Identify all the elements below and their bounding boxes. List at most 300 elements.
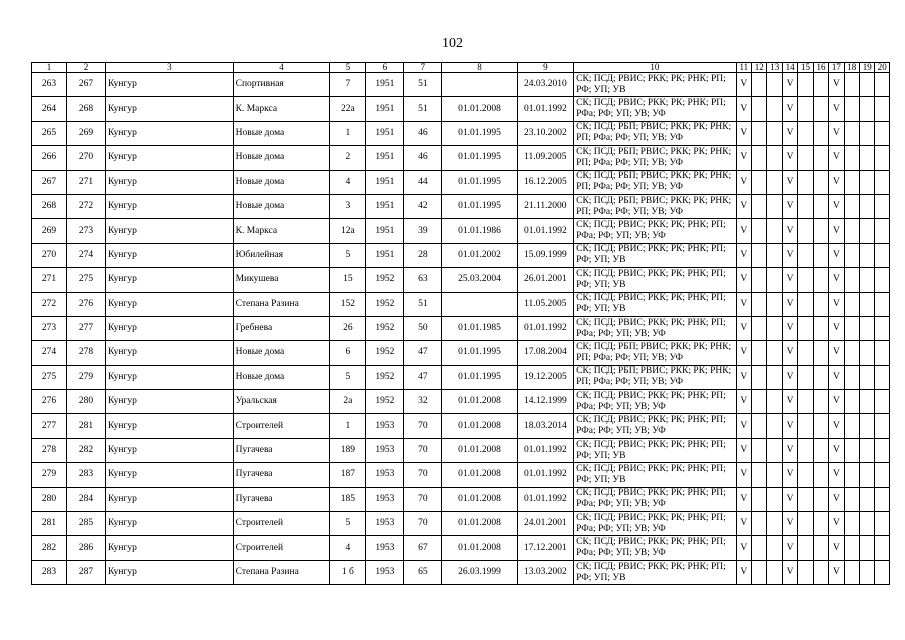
check-mark-cell: V — [829, 390, 844, 414]
check-mark-cell — [860, 341, 875, 365]
check-mark-cell: V — [782, 463, 797, 487]
table-row — [32, 341, 890, 365]
check-mark-cell: V — [782, 243, 797, 267]
check-mark-cell — [798, 487, 813, 511]
check-mark-cell — [860, 316, 875, 340]
table-cell: 282 — [32, 536, 67, 560]
check-mark-cell — [860, 536, 875, 560]
table-cell: 187 — [330, 463, 366, 487]
table-cell: Микушева — [233, 268, 330, 292]
check-mark-cell — [767, 560, 782, 584]
table-row — [32, 73, 890, 97]
check-mark-cell — [875, 560, 890, 584]
check-mark-cell: V — [736, 536, 751, 560]
table-cell: 44 — [404, 170, 442, 194]
check-mark-cell — [875, 194, 890, 218]
table-cell: 1952 — [366, 268, 404, 292]
table-cell: 01.01.1985 — [442, 316, 517, 340]
check-mark-cell — [844, 390, 859, 414]
table-cell: К. Маркса — [233, 97, 330, 121]
check-mark-cell — [752, 390, 767, 414]
table-cell: 1953 — [366, 487, 404, 511]
table-cell: 46 — [404, 121, 442, 145]
table-cell: Кунгур — [106, 487, 234, 511]
check-mark-cell: V — [829, 170, 844, 194]
table-cell: 21.11.2000 — [517, 194, 574, 218]
check-mark-cell: V — [736, 268, 751, 292]
table-cell: 1953 — [366, 536, 404, 560]
check-mark-cell — [844, 512, 859, 536]
column-header-13: 13 — [767, 63, 782, 73]
check-mark-cell — [767, 438, 782, 462]
cell-docs: СК; ПСД; РВИС; РКК; РК; РНК; РП; РФ; УП; УВ — [574, 438, 737, 462]
table-cell: 1951 — [366, 170, 404, 194]
table-cell: 01.01.2008 — [442, 512, 517, 536]
check-mark-cell — [752, 341, 767, 365]
table-cell: 32 — [404, 390, 442, 414]
table-cell: 2а — [330, 390, 366, 414]
table-row — [32, 536, 890, 560]
check-mark-cell: V — [829, 414, 844, 438]
check-mark-cell — [813, 268, 828, 292]
check-mark-cell — [844, 365, 859, 389]
table-cell: 3 — [330, 194, 366, 218]
table-cell: 4 — [330, 170, 366, 194]
check-mark-cell — [860, 487, 875, 511]
check-mark-cell — [860, 97, 875, 121]
check-mark-cell — [844, 341, 859, 365]
check-mark-cell: V — [736, 316, 751, 340]
check-mark-cell: V — [736, 487, 751, 511]
table-cell: 24.03.2010 — [517, 73, 574, 97]
check-mark-cell — [844, 316, 859, 340]
table-cell: 268 — [32, 194, 67, 218]
table-cell: 265 — [32, 121, 67, 145]
check-mark-cell — [752, 536, 767, 560]
column-header-12: 12 — [752, 63, 767, 73]
cell-docs: СК; ПСД; РВИС; РКК; РК; РНК; РП; РФа; РФ; УП; УВ; УФ — [574, 219, 737, 243]
check-mark-cell — [875, 414, 890, 438]
check-mark-cell — [875, 146, 890, 170]
column-header-15: 15 — [798, 63, 813, 73]
table-cell: Гребнева — [233, 316, 330, 340]
table-cell: Кунгур — [106, 536, 234, 560]
table-cell: Строителей — [233, 414, 330, 438]
check-mark-cell — [798, 438, 813, 462]
check-mark-cell — [875, 536, 890, 560]
table-cell: Кунгур — [106, 170, 234, 194]
table-cell: 51 — [404, 97, 442, 121]
table-cell: 264 — [32, 97, 67, 121]
table-cell: Кунгур — [106, 438, 234, 462]
table-cell: 01.01.1992 — [517, 438, 574, 462]
table-cell: 272 — [66, 194, 105, 218]
table-cell: 286 — [66, 536, 105, 560]
check-mark-cell — [875, 170, 890, 194]
cell-docs: СК; ПСД; РВИС; РКК; РК; РНК; РП; РФ; УП; УВ — [574, 292, 737, 316]
check-mark-cell — [767, 365, 782, 389]
table-cell: Кунгур — [106, 292, 234, 316]
table-cell: 6 — [330, 341, 366, 365]
table-cell: 277 — [66, 316, 105, 340]
table-cell: 1953 — [366, 560, 404, 584]
table-cell: Пугачева — [233, 438, 330, 462]
table-cell: 70 — [404, 438, 442, 462]
column-header-6: 6 — [366, 63, 404, 73]
check-mark-cell — [798, 121, 813, 145]
check-mark-cell — [875, 463, 890, 487]
check-mark-cell — [813, 341, 828, 365]
page-number: 102 — [442, 36, 463, 51]
check-mark-cell — [767, 463, 782, 487]
check-mark-cell: V — [829, 512, 844, 536]
check-mark-cell — [798, 463, 813, 487]
check-mark-cell — [860, 512, 875, 536]
check-mark-cell — [798, 512, 813, 536]
check-mark-cell — [860, 146, 875, 170]
table-cell: 276 — [32, 390, 67, 414]
check-mark-cell — [813, 73, 828, 97]
check-mark-cell — [875, 390, 890, 414]
table-cell: 1952 — [366, 341, 404, 365]
cell-docs: СК; ПСД; РВИС; РКК; РК; РНК; РП; РФа; РФ; УП; УВ; УФ — [574, 512, 737, 536]
check-mark-cell — [875, 73, 890, 97]
table-cell: 269 — [66, 121, 105, 145]
check-mark-cell: V — [736, 341, 751, 365]
check-mark-cell — [752, 438, 767, 462]
check-mark-cell: V — [736, 390, 751, 414]
table-cell: 01.01.1995 — [442, 170, 517, 194]
table-cell: 01.01.1992 — [517, 463, 574, 487]
table-cell: 271 — [66, 170, 105, 194]
table-cell: Спортивная — [233, 73, 330, 97]
table-cell: Юбилейная — [233, 243, 330, 267]
check-mark-cell — [875, 268, 890, 292]
table-row — [32, 390, 890, 414]
table-cell: Строителей — [233, 536, 330, 560]
table-cell: Степана Разина — [233, 560, 330, 584]
table-cell: Кунгур — [106, 146, 234, 170]
table-cell: 01.01.1995 — [442, 146, 517, 170]
column-header-2: 2 — [66, 63, 105, 73]
table-cell: 1951 — [366, 194, 404, 218]
table-cell: 01.01.1995 — [442, 121, 517, 145]
table-cell: 1 — [330, 121, 366, 145]
check-mark-cell — [813, 97, 828, 121]
check-mark-cell — [798, 97, 813, 121]
check-mark-cell — [767, 268, 782, 292]
column-header-14: 14 — [782, 63, 797, 73]
check-mark-cell: V — [736, 560, 751, 584]
table-row — [32, 243, 890, 267]
cell-docs: СК; ПСД; РВИС; РКК; РК; РНК; РП; РФ; УП; УВ — [574, 560, 737, 584]
check-mark-cell: V — [782, 121, 797, 145]
check-mark-cell — [767, 292, 782, 316]
check-mark-cell — [875, 341, 890, 365]
check-mark-cell — [875, 438, 890, 462]
check-mark-cell — [860, 268, 875, 292]
table-cell: 273 — [66, 219, 105, 243]
table-cell: Кунгур — [106, 341, 234, 365]
check-mark-cell — [798, 560, 813, 584]
check-mark-cell: V — [829, 316, 844, 340]
check-mark-cell — [813, 414, 828, 438]
table-cell: 01.01.2008 — [442, 390, 517, 414]
check-mark-cell: V — [782, 438, 797, 462]
check-mark-cell: V — [782, 194, 797, 218]
table-cell: 1951 — [366, 121, 404, 145]
check-mark-cell — [875, 316, 890, 340]
check-mark-cell: V — [782, 560, 797, 584]
table-cell: 281 — [66, 414, 105, 438]
table-cell: 266 — [32, 146, 67, 170]
check-mark-cell — [813, 170, 828, 194]
check-mark-cell — [752, 97, 767, 121]
cell-docs: СК; ПСД; РВИС; РКК; РК; РНК; РП; РФа; РФ; УП; УВ; УФ — [574, 536, 737, 560]
check-mark-cell: V — [736, 219, 751, 243]
check-mark-cell — [813, 219, 828, 243]
table-cell: 51 — [404, 73, 442, 97]
check-mark-cell — [767, 341, 782, 365]
check-mark-cell: V — [829, 536, 844, 560]
check-mark-cell: V — [736, 243, 751, 267]
table-cell: 280 — [66, 390, 105, 414]
table-cell: 269 — [32, 219, 67, 243]
check-mark-cell: V — [736, 414, 751, 438]
check-mark-cell — [752, 487, 767, 511]
check-mark-cell — [767, 170, 782, 194]
check-mark-cell: V — [736, 438, 751, 462]
table-cell: 279 — [32, 463, 67, 487]
table-cell: 46 — [404, 146, 442, 170]
check-mark-cell — [875, 121, 890, 145]
table-cell: 1 — [330, 414, 366, 438]
table-cell: 01.01.2008 — [442, 438, 517, 462]
check-mark-cell — [875, 219, 890, 243]
check-mark-cell: V — [829, 73, 844, 97]
check-mark-cell — [752, 243, 767, 267]
table-cell: Строителей — [233, 512, 330, 536]
table-cell: 272 — [32, 292, 67, 316]
table-cell: 15.09.1999 — [517, 243, 574, 267]
table-cell: 275 — [32, 365, 67, 389]
check-mark-cell — [767, 243, 782, 267]
table-cell: 01.01.1992 — [517, 97, 574, 121]
check-mark-cell: V — [829, 219, 844, 243]
check-mark-cell — [767, 536, 782, 560]
column-header-17: 17 — [829, 63, 844, 73]
check-mark-cell — [798, 146, 813, 170]
check-mark-cell: V — [782, 170, 797, 194]
cell-docs: СК; ПСД; РБП; РВИС; РКК; РК; РНК; РП; РФа; РФ; УП; УВ; УФ — [574, 194, 737, 218]
check-mark-cell — [860, 390, 875, 414]
table-cell: 63 — [404, 268, 442, 292]
check-mark-cell: V — [782, 341, 797, 365]
cell-docs: СК; ПСД; РВИС; РКК; РК; РНК; РП; РФа; РФ; УП; УВ; УФ — [574, 487, 737, 511]
check-mark-cell — [752, 560, 767, 584]
check-mark-cell — [813, 316, 828, 340]
table-cell: 282 — [66, 438, 105, 462]
column-header-11: 11 — [736, 63, 751, 73]
table-cell: Кунгур — [106, 414, 234, 438]
check-mark-cell — [844, 97, 859, 121]
check-mark-cell — [844, 536, 859, 560]
table-cell: 1953 — [366, 463, 404, 487]
check-mark-cell: V — [829, 97, 844, 121]
check-mark-cell — [767, 146, 782, 170]
check-mark-cell — [813, 390, 828, 414]
table-cell: 4 — [330, 536, 366, 560]
check-mark-cell: V — [736, 292, 751, 316]
table-body — [32, 73, 890, 585]
column-header-3: 3 — [106, 63, 234, 73]
check-mark-cell — [798, 365, 813, 389]
table-cell: 26 — [330, 316, 366, 340]
check-mark-cell — [860, 73, 875, 97]
check-mark-cell — [798, 316, 813, 340]
table-row — [32, 512, 890, 536]
table-cell: 1952 — [366, 365, 404, 389]
table-cell: 280 — [32, 487, 67, 511]
check-mark-cell — [752, 194, 767, 218]
check-mark-cell — [875, 512, 890, 536]
table-cell: Кунгур — [106, 390, 234, 414]
table-cell: 287 — [66, 560, 105, 584]
table-row — [32, 219, 890, 243]
check-mark-cell: V — [829, 121, 844, 145]
check-mark-cell: V — [782, 316, 797, 340]
table-cell: 5 — [330, 512, 366, 536]
table-cell: 67 — [404, 536, 442, 560]
table-cell: 19.12.2005 — [517, 365, 574, 389]
check-mark-cell — [752, 512, 767, 536]
table-row — [32, 121, 890, 145]
check-mark-cell — [767, 73, 782, 97]
check-mark-cell — [752, 463, 767, 487]
check-mark-cell — [767, 390, 782, 414]
check-mark-cell — [752, 316, 767, 340]
check-mark-cell: V — [782, 365, 797, 389]
check-mark-cell — [860, 463, 875, 487]
table-cell: Новые дома — [233, 170, 330, 194]
check-mark-cell — [875, 243, 890, 267]
table-cell: 1952 — [366, 390, 404, 414]
table-row — [32, 560, 890, 584]
check-mark-cell: V — [782, 512, 797, 536]
check-mark-cell — [767, 414, 782, 438]
check-mark-cell — [798, 219, 813, 243]
cell-docs: СК; ПСД; РВИС; РКК; РК; РНК; РП; РФ; УП; УВ — [574, 463, 737, 487]
column-header-16: 16 — [813, 63, 828, 73]
column-header-19: 19 — [860, 63, 875, 73]
header-row — [32, 63, 890, 73]
check-mark-cell: V — [829, 487, 844, 511]
table-cell: 270 — [66, 146, 105, 170]
check-mark-cell: V — [782, 97, 797, 121]
table-cell: Новые дома — [233, 146, 330, 170]
check-mark-cell — [813, 365, 828, 389]
check-mark-cell — [860, 560, 875, 584]
check-mark-cell: V — [782, 219, 797, 243]
column-header-1: 1 — [32, 63, 67, 73]
table-cell: 24.01.2001 — [517, 512, 574, 536]
cell-docs: СК; ПСД; РБП; РВИС; РКК; РК; РНК; РП; РФа; РФ; УП; УВ; УФ — [574, 146, 737, 170]
table-cell: 15 — [330, 268, 366, 292]
check-mark-cell — [860, 170, 875, 194]
cell-docs: СК; ПСД; РВИС; РКК; РК; РНК; РП; РФа; РФ; УП; УВ; УФ — [574, 316, 737, 340]
table-cell: 276 — [66, 292, 105, 316]
check-mark-cell — [813, 146, 828, 170]
table-cell: 26.01.2001 — [517, 268, 574, 292]
check-mark-cell: V — [829, 365, 844, 389]
check-mark-cell: V — [782, 414, 797, 438]
column-header-8: 8 — [442, 63, 517, 73]
table-cell: К. Маркса — [233, 219, 330, 243]
cell-docs: СК; ПСД; РВИС; РКК; РК; РНК; РП; РФа; РФ; УП; УВ; УФ — [574, 97, 737, 121]
table-cell: 5 — [330, 243, 366, 267]
check-mark-cell — [767, 97, 782, 121]
check-mark-cell: V — [736, 463, 751, 487]
table-cell: 274 — [32, 341, 67, 365]
table-cell: 16.12.2005 — [517, 170, 574, 194]
table-cell: Новые дома — [233, 194, 330, 218]
check-mark-cell — [798, 194, 813, 218]
check-mark-cell — [844, 243, 859, 267]
table-cell — [442, 73, 517, 97]
check-mark-cell — [860, 121, 875, 145]
column-header-5: 5 — [330, 63, 366, 73]
table-cell: 281 — [32, 512, 67, 536]
table-cell: Пугачева — [233, 463, 330, 487]
table-cell: 14.12.1999 — [517, 390, 574, 414]
table-cell: Кунгур — [106, 97, 234, 121]
table-cell: Кунгур — [106, 560, 234, 584]
check-mark-cell: V — [736, 146, 751, 170]
table-cell: Кунгур — [106, 316, 234, 340]
check-mark-cell — [767, 121, 782, 145]
table-cell: 1951 — [366, 219, 404, 243]
table-cell: 278 — [66, 341, 105, 365]
table-cell: 1953 — [366, 438, 404, 462]
table-cell: 1952 — [366, 316, 404, 340]
cell-docs: СК; ПСД; РВИС; РКК; РК; РНК; РП; РФа; РФ; УП; УВ; УФ — [574, 390, 737, 414]
check-mark-cell — [767, 512, 782, 536]
table-row — [32, 268, 890, 292]
check-mark-cell: V — [736, 365, 751, 389]
table-cell: Кунгур — [106, 243, 234, 267]
column-header-10: 10 — [574, 63, 737, 73]
check-mark-cell: V — [829, 243, 844, 267]
check-mark-cell — [875, 97, 890, 121]
table-cell: 279 — [66, 365, 105, 389]
table-cell: 273 — [32, 316, 67, 340]
cell-docs: СК; ПСД; РВИС; РКК; РК; РНК; РП; РФа; РФ; УП; УВ; УФ — [574, 414, 737, 438]
check-mark-cell — [813, 121, 828, 145]
cell-docs: СК; ПСД; РВИС; РКК; РК; РНК; РП; РФ; УП; УВ — [574, 73, 737, 97]
check-mark-cell: V — [782, 487, 797, 511]
check-mark-cell — [813, 512, 828, 536]
check-mark-cell — [875, 487, 890, 511]
check-mark-cell — [813, 560, 828, 584]
table-cell: 50 — [404, 316, 442, 340]
check-mark-cell: V — [736, 73, 751, 97]
check-mark-cell: V — [782, 73, 797, 97]
table-cell: 263 — [32, 73, 67, 97]
table-cell: 268 — [66, 97, 105, 121]
check-mark-cell — [844, 194, 859, 218]
table-cell: 01.01.1992 — [517, 316, 574, 340]
check-mark-cell: V — [782, 536, 797, 560]
